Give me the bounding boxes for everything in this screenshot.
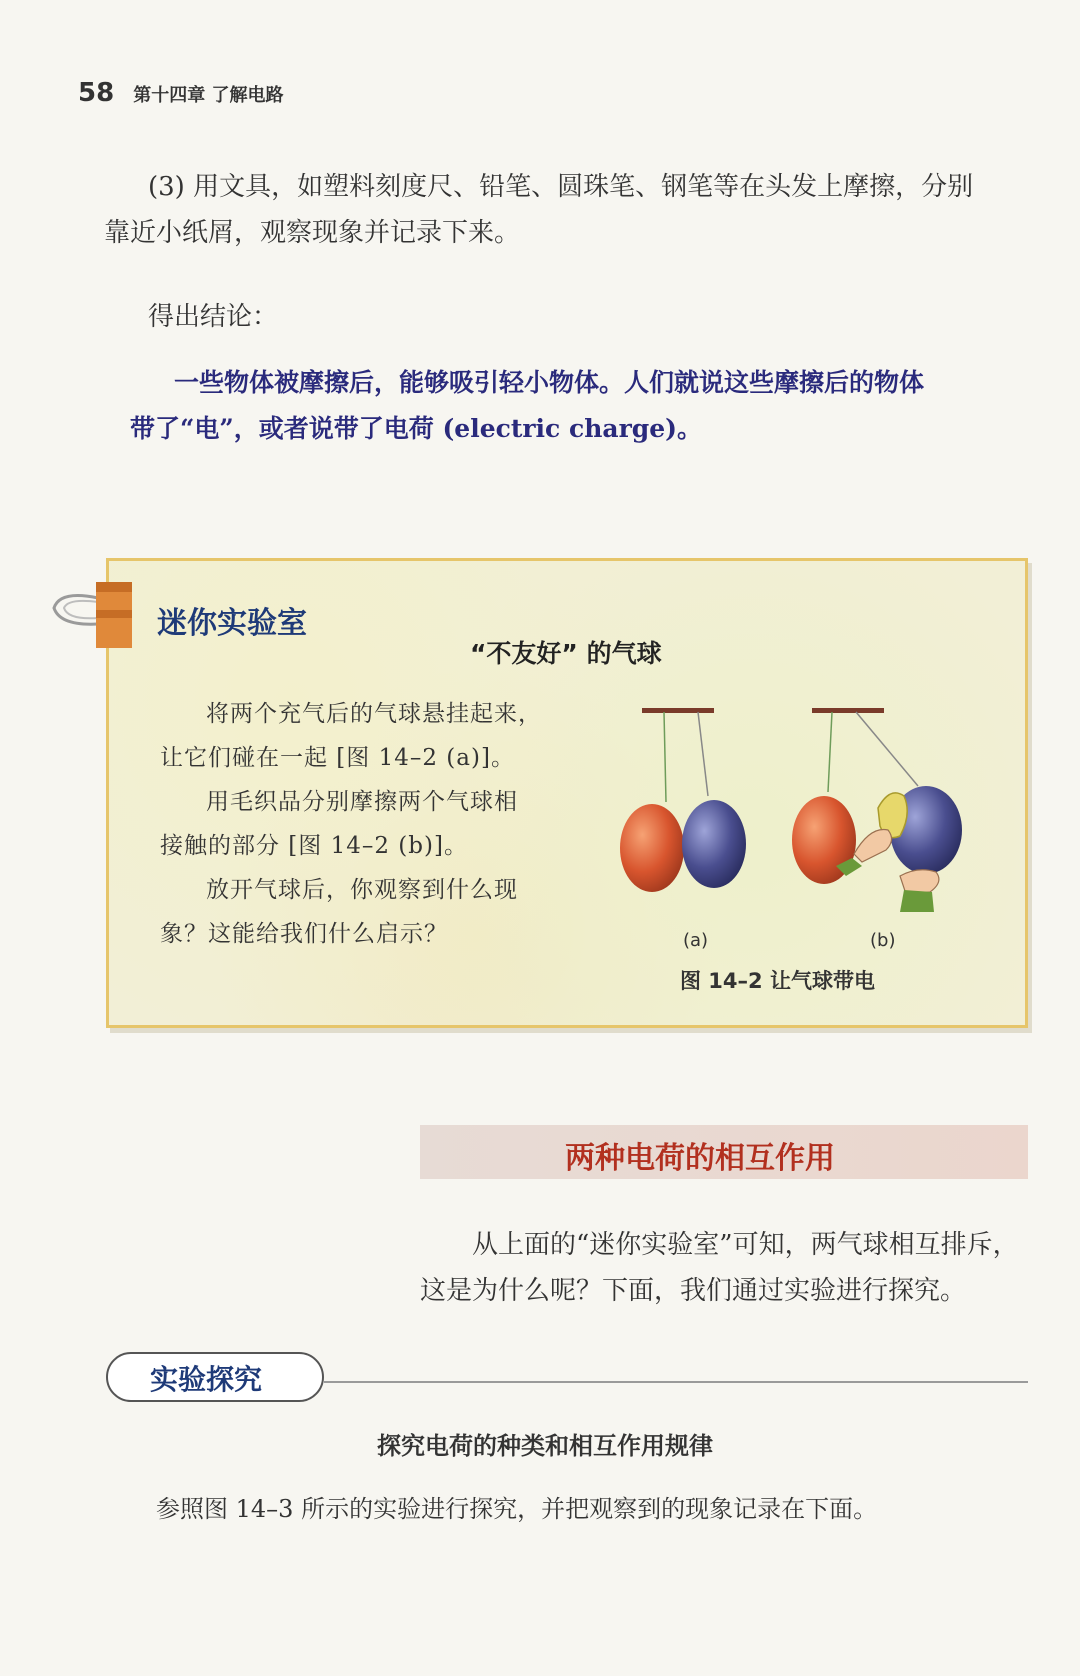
experiment-divider [324, 1381, 1028, 1383]
balloon-figure [600, 690, 970, 930]
section-line1: 从上面的“迷你实验室”可知，两气球相互排斥， [472, 1230, 1019, 1260]
mini-lab-line: 用毛织品分别摩擦两个气球相 [206, 789, 518, 815]
string-a-left [664, 712, 666, 802]
section-line2: 这是为什么呢？下面，我们通过实验进行探究。 [420, 1276, 967, 1306]
conclusion-line1: 一些物体被摩擦后，能够吸引轻小物体。人们就说这些摩擦后的物体 [174, 368, 925, 397]
figure-a [620, 708, 746, 892]
binder-clip-icon [46, 580, 136, 652]
mini-lab-subtitle: “不友好” 的气球 [470, 639, 662, 668]
figure-label-a: (a) [683, 930, 709, 951]
mini-lab-line: 让它们碰在一起 [图 14–2 (a)]。 [160, 745, 515, 771]
right-sleeve [900, 890, 934, 912]
hanger-bar-b [812, 708, 884, 713]
mini-lab-line: 将两个充气后的气球悬挂起来， [206, 701, 542, 727]
step3-line1: (3) 用文具，如塑料刻度尺、铅笔、圆珠笔、钢笔等在头发上摩擦，分别 [148, 172, 974, 202]
blue-balloon-a [682, 800, 746, 888]
conclusion-label: 得出结论： [148, 302, 279, 332]
mini-lab-line: 接触的部分 [图 14–2 (b)]。 [160, 833, 468, 859]
hanger-bar-a [642, 708, 714, 713]
experiment-subtitle: 探究电荷的种类和相互作用规律 [377, 1432, 713, 1460]
conclusion-line2: 带了“电”，或者说带了电荷 (electric charge)。 [130, 414, 702, 443]
step3-line2: 靠近小纸屑，观察现象并记录下来。 [104, 218, 521, 248]
figure-label-b: (b) [870, 930, 896, 951]
chapter-title: 第十四章 了解电路 [133, 85, 284, 106]
page-number: 58 [78, 78, 115, 108]
section-title: 两种电荷的相互作用 [565, 1141, 835, 1176]
string-b-right [856, 712, 918, 786]
page-header [78, 78, 284, 108]
mini-lab-text [160, 692, 580, 956]
left-hand [854, 830, 892, 863]
experiment-instruction: 参照图 14–3 所示的实验进行探究，并把观察到的现象记录在下面。 [156, 1495, 878, 1523]
string-b-left [828, 712, 832, 792]
mini-lab-line: 象？这能给我们什么启示？ [160, 921, 448, 947]
string-a-right [698, 712, 708, 796]
experiment-title: 实验探究 [150, 1363, 263, 1396]
figure-caption: 图 14–2 让气球带电 [680, 969, 875, 993]
figure-b [792, 708, 962, 912]
red-balloon-a [620, 804, 684, 892]
mini-lab-line: 放开气球后，你观察到什么现 [206, 877, 518, 903]
mini-lab-title: 迷你实验室 [157, 606, 307, 641]
